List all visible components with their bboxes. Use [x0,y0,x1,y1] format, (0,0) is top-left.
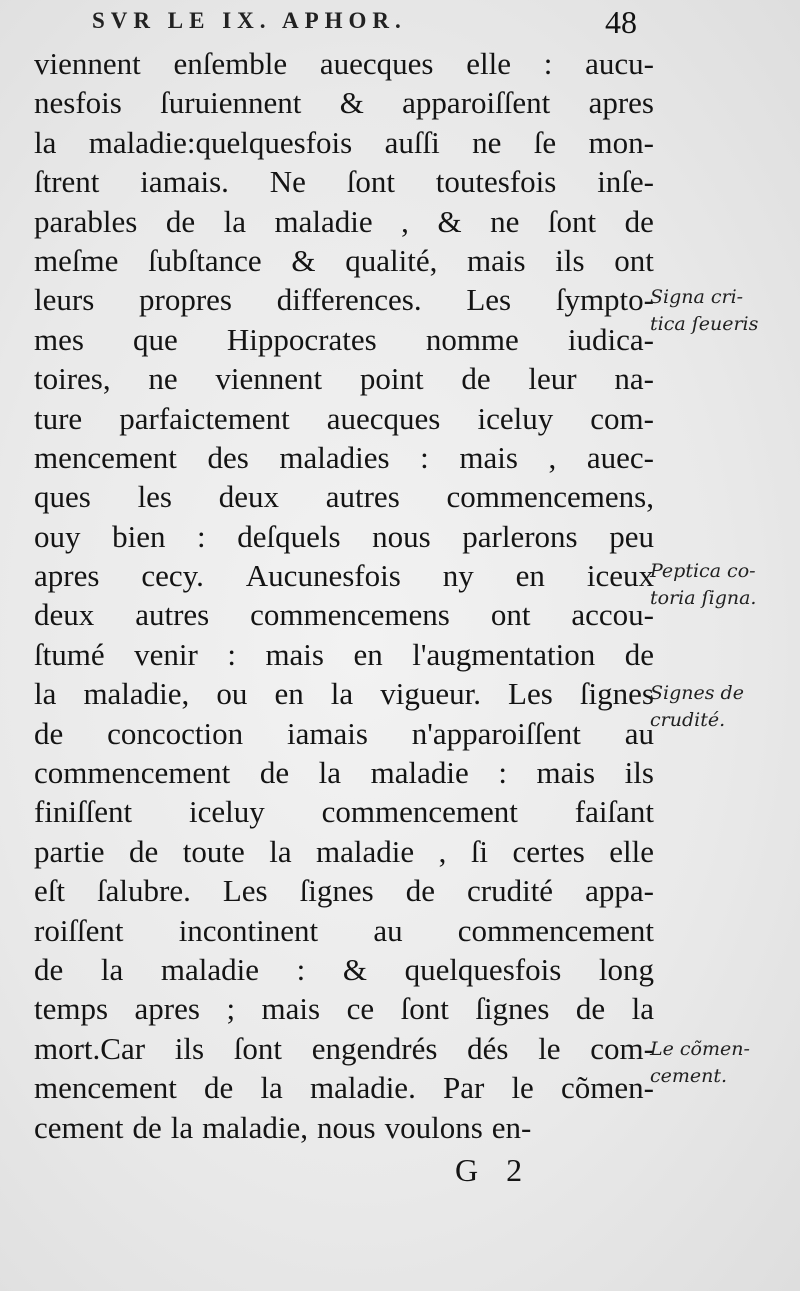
word: propres [139,282,232,318]
text-line [34,1068,654,1107]
word: maladie [160,951,259,987]
text-line [34,674,654,713]
word: ſignes [475,991,550,1027]
word: maladie [274,203,373,239]
text-line [34,359,654,398]
word: apres [34,558,100,594]
word: viennent [34,46,141,81]
text-line [34,714,654,753]
page-number: 48 [605,4,637,40]
word: aucu- [585,46,654,81]
word: ſont [400,991,449,1027]
word: ture [34,400,83,436]
word: mencement [34,1070,177,1106]
word: quelquesfois [404,951,562,987]
word: ſuruiennent [160,85,302,121]
word: la [330,676,354,712]
word: : [543,46,553,81]
word: de [34,715,64,751]
word: certes [512,833,585,869]
word: le [538,1030,561,1066]
word: ouy [34,518,81,554]
word: mais [459,439,518,475]
word: la [269,833,292,869]
margin-note-peptica [650,558,798,612]
text-line [34,792,654,831]
text-line [34,44,654,83]
word: nesfois [34,85,122,121]
word: maladie. [309,1070,416,1106]
word: Hippocrates [226,321,377,357]
word: venir [134,636,198,672]
word: accou- [571,597,654,633]
word: ils [555,242,585,278]
word: bien [112,518,166,554]
word: ſympto- [555,282,654,318]
word: la [631,991,654,1027]
word: en [274,676,304,712]
word: ſtrent [34,164,100,200]
margin-note-signa-critica [650,284,798,338]
word: de [132,1109,162,1145]
word: finiſſent [34,794,133,830]
text-line [34,911,654,950]
word: toute [182,833,245,869]
word: , [548,439,557,475]
word: maladie [316,833,415,869]
word: mencement [34,439,177,475]
word: le [511,1070,534,1106]
word: point [359,361,424,397]
margin-note-line: Peptica co- [650,560,756,582]
text-line [34,753,654,792]
word: maladie, [83,676,190,712]
word: de [259,755,290,791]
text-line [34,123,654,162]
word: apparoiſſent [402,85,551,121]
text-line [34,438,654,477]
word: ſalubre. [97,873,191,909]
word: de [165,203,196,239]
word: auecques [326,400,441,436]
word: deſquels [237,518,341,554]
word: mes [34,321,84,357]
word: auſſi [384,124,440,160]
word: maladie:quelquesfois [88,124,353,160]
word: l'augmentation [412,636,596,672]
word: auec- [586,439,654,475]
text-line [34,832,654,871]
text-line [34,950,654,989]
word: les [137,479,172,515]
text-line [34,202,654,241]
word: la [34,124,57,160]
text-line [34,1108,654,1147]
word: ; [226,991,236,1027]
word: concoction [107,715,244,751]
margin-note-line: Signes de [650,682,744,704]
text-line [34,517,654,556]
word: parfaictement [119,400,290,436]
word: Les [508,676,553,712]
margin-note-line: Le cõmen- [650,1038,750,1060]
word: mon- [588,124,654,160]
word: ſubſtance [148,242,262,278]
word: Aucunesfois [245,558,401,594]
margin-notes [650,0,800,1291]
margin-note-line: crudité. [650,709,726,731]
text-line [34,320,654,359]
word: Les [222,873,268,909]
word: toires, [34,361,111,397]
word: des [207,439,249,475]
word: inſe- [597,164,654,200]
word: toutesfois [435,164,557,200]
word: apres [134,991,200,1027]
word: differences. [276,282,422,318]
word: ſignes [299,873,374,909]
word: de [624,203,654,239]
word: ont [614,242,654,278]
word: ce [346,991,375,1027]
word: deux [34,597,95,633]
text-line [34,1029,654,1068]
word: autres [135,597,210,633]
word: Les [466,282,512,318]
word: maladie [370,755,469,791]
word: : [227,636,236,672]
word: eſt [34,873,65,909]
word: de [204,1070,234,1106]
word: Ne [269,164,306,200]
word: parlerons [462,518,578,554]
word: na- [614,361,654,397]
word: enſemble [173,46,288,81]
word: ou [216,676,248,712]
word: : [420,439,429,475]
word: viennent [215,361,323,397]
page-header [92,4,637,40]
word: de [129,833,159,869]
word: vigueur. [380,676,481,712]
word: en [353,636,383,672]
word: cement [34,1109,124,1145]
word: com- [590,400,654,436]
word: parables [34,203,138,239]
margin-note-line: cement. [650,1065,728,1087]
word: ſont [346,164,395,200]
word: Par [442,1070,485,1106]
margin-note-line: tica ſeueris [650,313,759,335]
word: mais [536,755,596,791]
word: la [260,1070,283,1106]
signature-mark: G 2 [455,1152,533,1188]
text-line [34,241,654,280]
word: cecy. [141,558,204,594]
text-line [34,871,654,910]
word: crudité [467,873,554,909]
word: ſi [470,833,489,869]
word: iudica- [567,321,654,357]
word: commencement [457,912,654,948]
word: , [401,203,409,239]
word: meſme [34,242,119,278]
word: commencemens [250,597,450,633]
word: mais [261,991,321,1027]
running-head: SVR LE IX. APHOR. [92,8,407,33]
word: iamais [286,715,368,751]
word: ſont [547,203,597,239]
word: ſtumé [34,636,105,672]
word: long [598,951,654,987]
body-text [34,44,654,1147]
word: au [373,912,403,948]
word: , [438,833,447,869]
word: temps [34,991,109,1027]
text-line [34,595,654,634]
word: n'apparoiſſent [411,715,581,751]
margin-note-line: toria ſigna. [650,587,757,609]
word: mais [467,242,526,278]
word: nous [372,518,431,554]
word: cõmen- [560,1070,654,1106]
word: mort.Car [34,1030,146,1066]
word: auecques [319,46,434,81]
word: ſont [233,1030,283,1066]
word: la [223,203,246,239]
word: la [318,755,342,791]
word: maladie, [202,1109,309,1145]
word: peu [609,518,654,554]
text-line [34,162,654,201]
word: roiſſent [34,912,124,948]
word: ne [148,361,178,397]
word: & [291,242,316,278]
word: appa- [585,873,654,909]
word: de [461,361,491,397]
word: commencement [34,755,231,791]
word: nomme [425,321,519,357]
word: ne [490,203,520,239]
word: partie [34,833,105,869]
word: commencement [321,794,518,830]
word: : [296,951,306,987]
text-line [34,989,654,1028]
text-line [34,280,654,319]
word: de [575,991,606,1027]
margin-note-line: Signa cri- [650,286,744,308]
word: en [515,558,545,594]
word: leur [528,361,577,397]
word: ont [490,597,531,633]
text-line [34,477,654,516]
word: com- [590,1030,654,1066]
word: : [498,755,507,791]
text-line [34,399,654,438]
word: ſignes [579,676,654,712]
word: qualité, [345,242,438,278]
word: la [100,951,124,987]
word: iceluy [477,400,554,436]
word: iceux [586,558,654,594]
word: au [624,715,654,751]
word: iceluy [189,794,265,830]
margin-note-signes-crudite [650,680,798,734]
word: nous [317,1109,376,1145]
word: ny [442,558,474,594]
word: la [170,1109,194,1145]
word: & [342,951,367,987]
margin-note-commencement [650,1036,798,1090]
word: ne [472,124,502,160]
word: de [34,951,64,987]
word: autres [325,479,400,515]
word: de [624,636,654,672]
text-line [34,635,654,674]
word: voulons [384,1109,483,1145]
word: que [133,321,178,357]
word: & [339,85,364,121]
word: mais [265,636,324,672]
word: : [197,518,206,554]
word: la [34,676,57,712]
word: de [405,873,435,909]
word: maladies [279,439,390,475]
text-line [34,556,654,595]
word: ils [624,755,654,791]
word: deux [218,479,279,515]
word: faiſant [574,794,654,830]
word: elle [466,46,511,81]
word: elle [609,833,654,869]
word: incontinent [178,912,319,948]
text-line [34,83,654,122]
word: ques [34,479,91,515]
word: ſe [533,124,557,160]
word: ils [174,1030,205,1066]
word: en- [491,1109,532,1145]
word: & [437,203,462,239]
word: leurs [34,282,95,318]
word: iamais. [140,164,229,200]
word: dés [467,1030,509,1066]
word: engendrés [311,1030,438,1066]
word: apres [588,85,654,121]
word: commencemens, [446,479,654,515]
